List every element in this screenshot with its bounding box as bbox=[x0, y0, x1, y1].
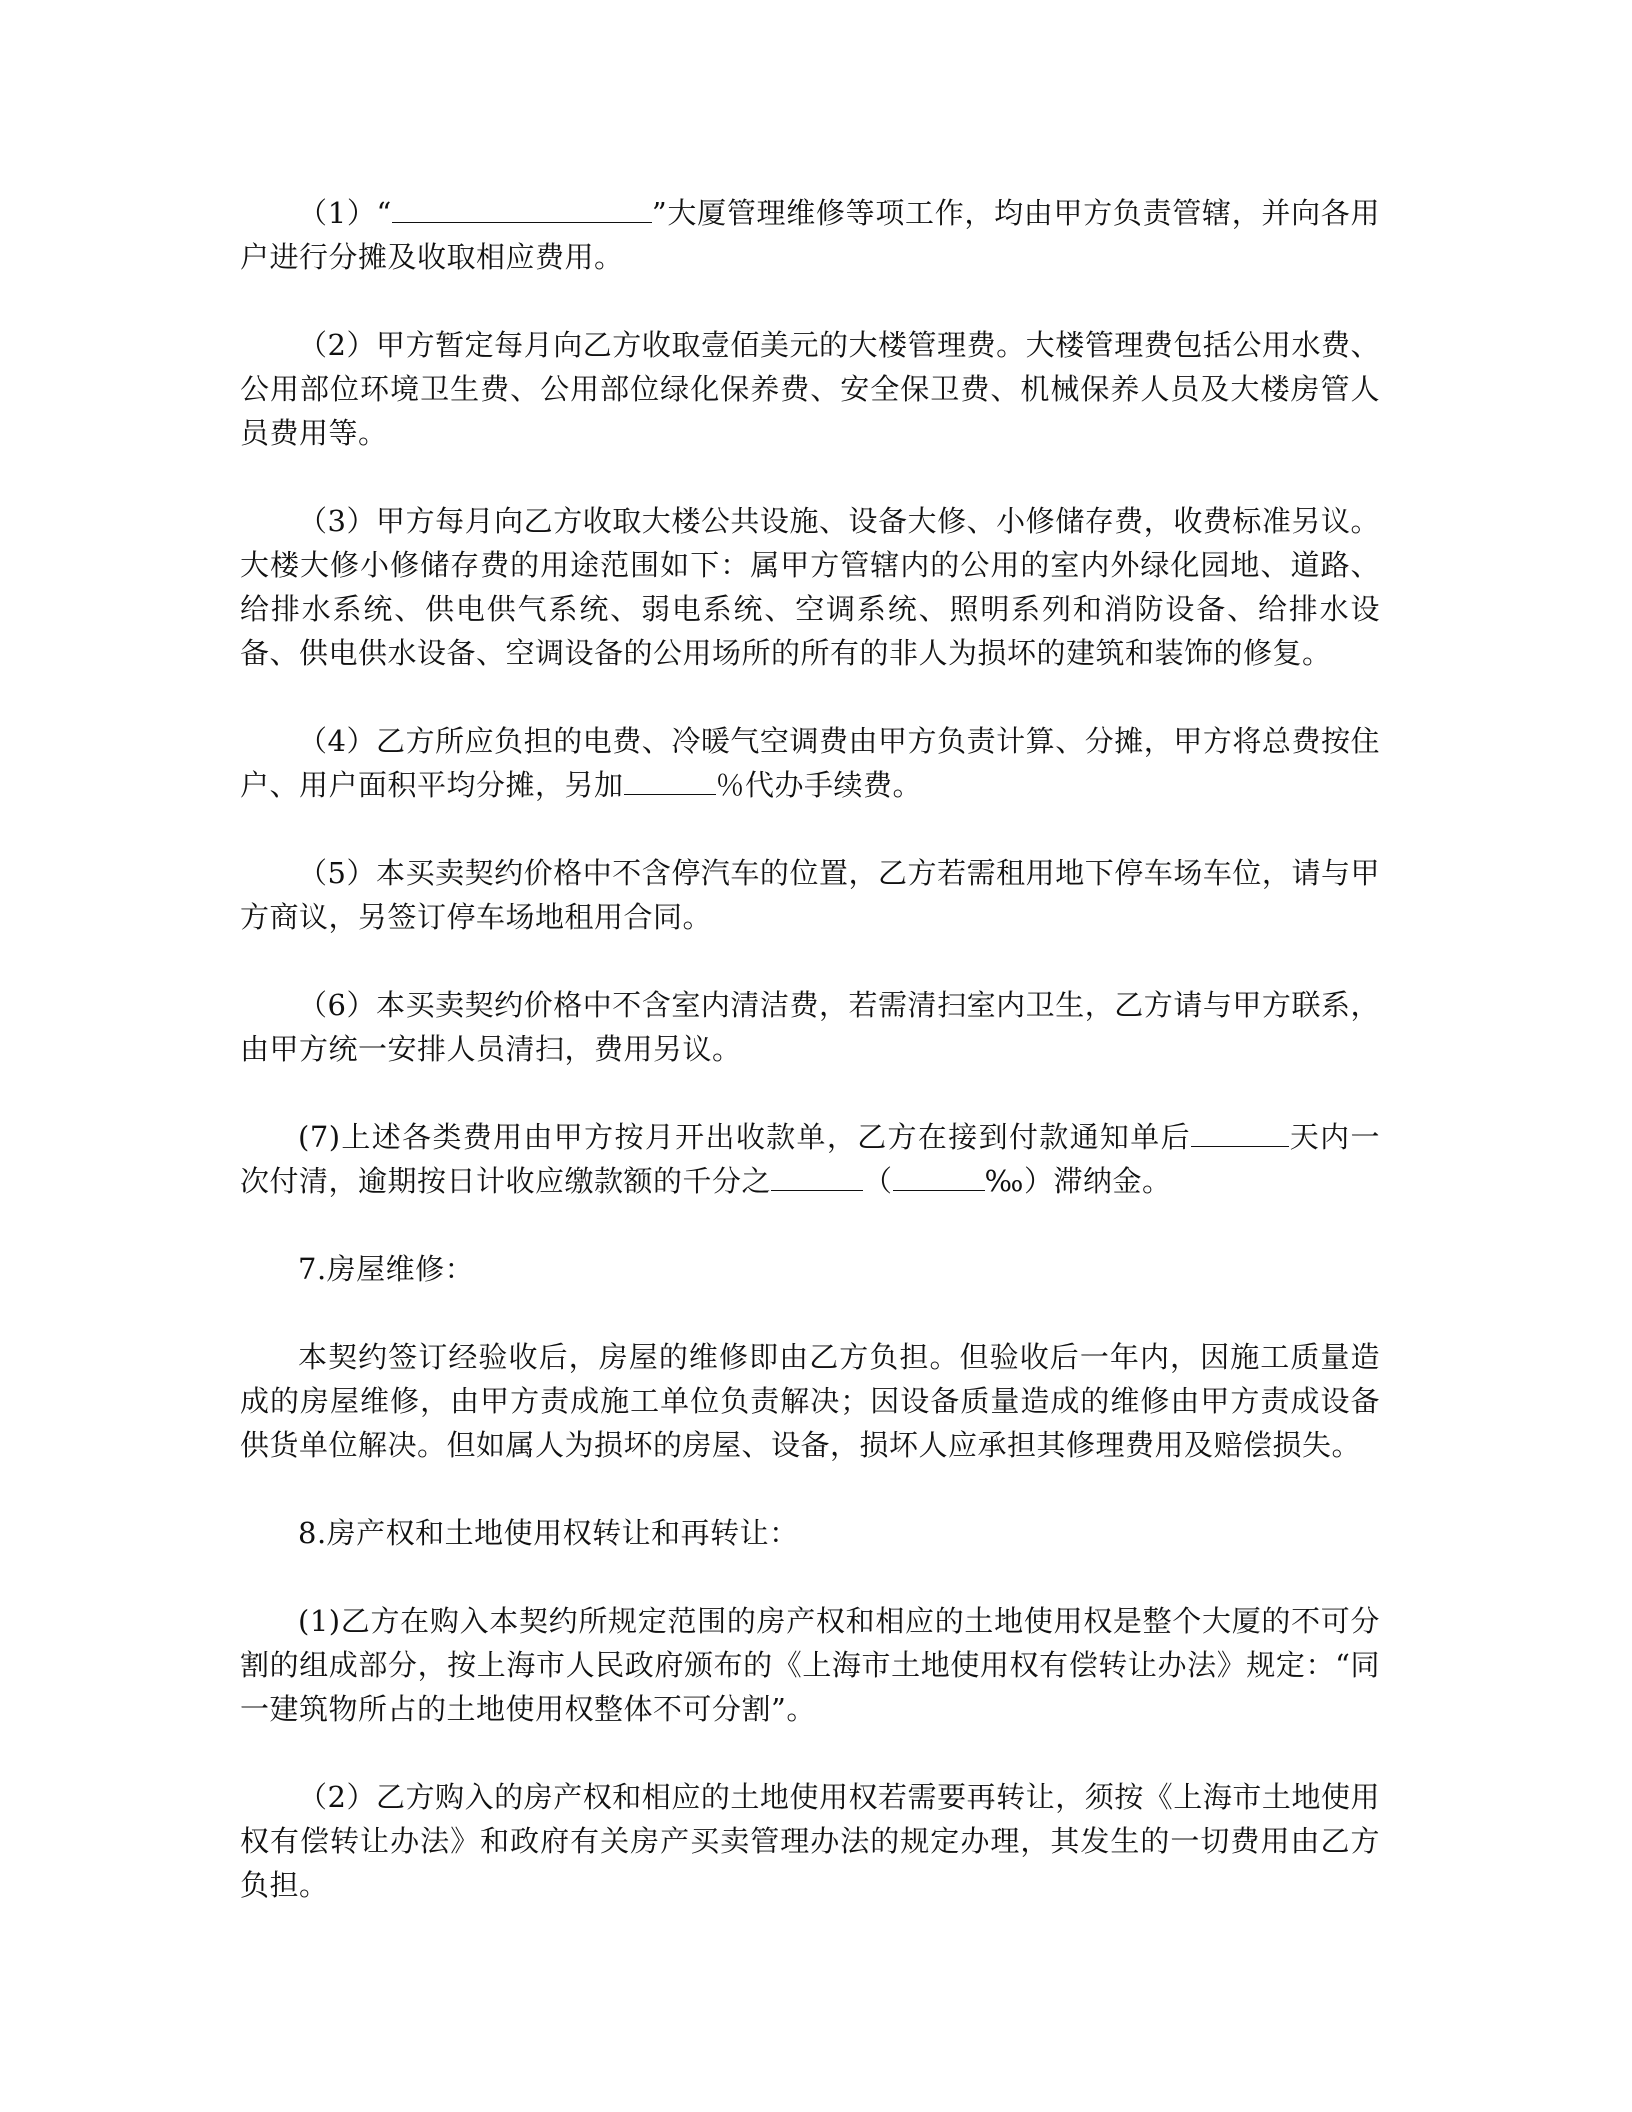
section-heading-maintenance: 7.房屋维修： bbox=[298, 1252, 475, 1286]
blank-per-mille-text bbox=[771, 1160, 863, 1191]
blank-building-name bbox=[392, 192, 652, 223]
document-page bbox=[240, 191, 1380, 1951]
blank-per-mille-number bbox=[893, 1160, 985, 1191]
section-heading-transfer: 8.房产权和土地使用权转让和再转让： bbox=[298, 1516, 799, 1550]
clause-management-scope: （1）“ ”大厦管理维修等项工作，均由甲方负责管辖，并向各用户进行分摊及收取相应费用。 bbox=[240, 191, 1380, 279]
clause-management-fee: （2）甲方暂定每月向乙方收取壹佰美元的大楼管理费。大楼管理费包括公用水费、公用部位环境卫生费、公用部位绿化保养费、安全保卫费、机械保养人员及大楼房管人员费用等。 bbox=[240, 328, 1380, 450]
clause-parking: （5）本买卖契约价格中不含停汽车的位置，乙方若需租用地下停车场车位，请与甲方商议，另签订停车场地租用合同。 bbox=[240, 856, 1380, 934]
blank-handling-percent bbox=[624, 764, 716, 795]
clause-cleaning: （6）本买卖契约价格中不含室内清洁费，若需清扫室内卫生，乙方请与甲方联系，由甲方统一安排人员清扫，费用另议。 bbox=[240, 988, 1380, 1066]
clause-retransfer: （2）乙方购入的房产权和相应的土地使用权若需要再转让，须按《上海市土地使用权有偿转让办法》和政府有关房产买卖管理办法的规定办理，其发生的一切费用由乙方负担。 bbox=[240, 1780, 1380, 1902]
clause-repair-reserve-fee: （3）甲方每月向乙方收取大楼公共设施、设备大修、小修储存费，收费标准另议。大楼大修小修储存费的用途范围如下：属甲方管辖内的公用的室内外绿化园地、道路、给排水系统、供电供气系统、弱电系统、空调系统、照明系列和消防设备、给排水设备、供电供水设备、空调设备的公用场所的所有的非人为损坏的建筑和装饰的修复。 bbox=[240, 504, 1380, 670]
clause-transfer-indivisible: (1)乙方在购入本契约所规定范围的房产权和相应的土地使用权是整个大厦的不可分割的组成部分，按上海市人民政府颁布的《上海市土地使用权有偿转让办法》规定：“同一建筑物所占的土地使用权整体不可分割”。 bbox=[240, 1604, 1380, 1726]
blank-days bbox=[1191, 1116, 1289, 1147]
clause-maintenance: 本契约签订经验收后，房屋的维修即由乙方负担。但验收后一年内，因施工质量造成的房屋维修，由甲方责成施工单位负责解决；因设备质量造成的维修由甲方责成设备供货单位解决。但如属人为损坏的房屋、设备，损坏人应承担其修理费用及赔偿损失。 bbox=[240, 1340, 1380, 1462]
clause-utility-fee: （4）乙方所应负担的电费、冷暖气空调费由甲方负责计算、分摊，甲方将总费按住户、用户面积平均分摊，另加 ％代办手续费。 bbox=[240, 724, 1380, 802]
clause-payment-terms: (7)上述各类费用由甲方按月开出收款单，乙方在接到付款通知单后 天内一次付清，逾期按日计收应缴款额的千分之 （ ‰）滞纳金。 bbox=[240, 1115, 1380, 1203]
